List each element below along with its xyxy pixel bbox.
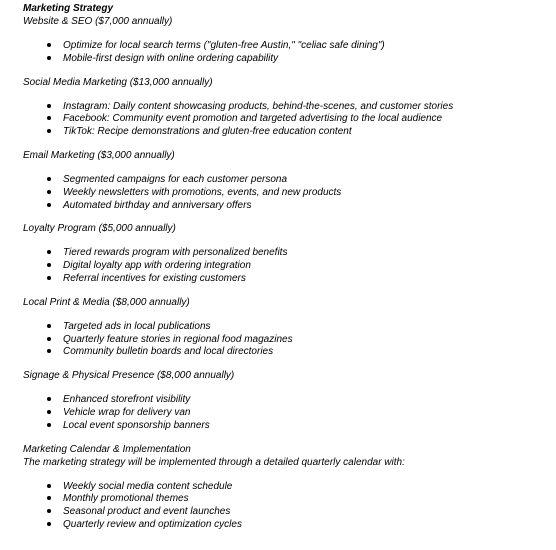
section-heading: Loyalty Program ($5,000 annually) xyxy=(23,223,176,235)
section-calendar xyxy=(23,443,556,531)
list-item xyxy=(23,39,556,52)
list-item xyxy=(23,320,556,333)
list-item-text: Vehicle wrap for delivery van xyxy=(63,406,191,418)
list-item-text: Digital loyalty app with ordering integration xyxy=(63,260,251,272)
calendar-intro: The marketing strategy will be implemented through a detailed quarterly calendar with: xyxy=(23,456,405,468)
section-signage xyxy=(23,369,556,431)
list-item xyxy=(23,393,556,406)
bullet-list xyxy=(23,480,556,531)
bullet-list xyxy=(23,173,556,211)
bullet-icon xyxy=(47,410,51,414)
list-item xyxy=(23,112,556,125)
bullet-icon xyxy=(47,509,51,513)
bullet-icon xyxy=(47,104,51,108)
bullet-list xyxy=(23,320,556,358)
list-item-text: Mobile-first design with online ordering capability xyxy=(63,52,279,64)
section-heading: Marketing Calendar & Implementation xyxy=(23,443,191,455)
list-item-text: Local event sponsorship banners xyxy=(63,419,210,431)
list-item xyxy=(23,100,556,113)
bullet-icon xyxy=(47,250,51,254)
bullet-icon xyxy=(47,129,51,133)
bullet-list xyxy=(23,100,556,138)
list-item-text: Segmented campaigns for each customer persona xyxy=(63,173,288,185)
list-item xyxy=(23,505,556,518)
list-item xyxy=(23,492,556,505)
section-heading: Local Print & Media ($8,000 annually) xyxy=(23,296,190,308)
bullet-icon xyxy=(47,324,51,328)
bullet-icon xyxy=(47,349,51,353)
bullet-icon xyxy=(47,56,51,60)
list-item-text: Referral incentives for existing customers xyxy=(63,272,246,284)
bullet-list xyxy=(23,393,556,431)
bullet-icon xyxy=(47,397,51,401)
list-item xyxy=(23,199,556,212)
section-heading: Social Media Marketing ($13,000 annually) xyxy=(23,76,213,88)
list-item-text: Facebook: Community event promotion and targeted advertising to the local audience xyxy=(63,113,443,125)
list-item xyxy=(23,246,556,259)
bullet-icon xyxy=(47,276,51,280)
bullet-icon xyxy=(47,203,51,207)
section-heading: Website & SEO ($7,000 annually) xyxy=(23,16,173,27)
section-social-media xyxy=(23,76,556,138)
list-item-text: Quarterly feature stories in regional food magazines xyxy=(63,333,293,345)
list-item xyxy=(23,406,556,419)
list-item xyxy=(23,52,556,65)
list-item xyxy=(23,480,556,493)
list-item-text: Tiered rewards program with personalized benefits xyxy=(63,247,288,259)
list-item-text: TikTok: Recipe demonstrations and gluten-free education content xyxy=(63,126,352,138)
document-title: Marketing Strategy xyxy=(23,3,114,14)
list-item-text: Weekly newsletters with promotions, events, and new products xyxy=(63,186,342,198)
list-item-text: Instagram: Daily content showcasing products, behind-the-scenes, and customer stories xyxy=(63,100,454,112)
bullet-icon xyxy=(47,190,51,194)
list-item xyxy=(23,186,556,199)
bullet-list xyxy=(23,39,556,65)
section-website-seo xyxy=(23,15,556,65)
bullet-icon xyxy=(47,522,51,526)
section-local-print-media xyxy=(23,296,556,358)
list-item-text: Targeted ads in local publications xyxy=(63,320,211,332)
bullet-icon xyxy=(47,484,51,488)
list-item xyxy=(23,173,556,186)
bullet-icon xyxy=(47,43,51,47)
list-item xyxy=(23,518,556,531)
list-item xyxy=(23,272,556,285)
section-heading: Signage & Physical Presence ($8,000 annually) xyxy=(23,370,235,382)
list-item-text: Community bulletin boards and local directories xyxy=(63,346,274,358)
section-loyalty-program xyxy=(23,222,556,284)
bullet-icon xyxy=(47,337,51,341)
section-email-marketing xyxy=(23,149,556,211)
bullet-list xyxy=(23,246,556,284)
bullet-icon xyxy=(47,177,51,181)
list-item xyxy=(23,125,556,138)
list-item-text: Automated birthday and anniversary offers xyxy=(63,199,252,211)
list-item xyxy=(23,419,556,432)
list-item xyxy=(23,345,556,358)
bullet-icon xyxy=(47,423,51,427)
list-item-text: Quarterly review and optimization cycles xyxy=(63,518,242,530)
section-heading: Email Marketing ($3,000 annually) xyxy=(23,149,175,161)
bullet-icon xyxy=(47,496,51,500)
bullet-icon xyxy=(47,263,51,267)
list-item-text: Weekly social media content schedule xyxy=(63,480,233,492)
list-item-text: Enhanced storefront visibility xyxy=(63,394,191,406)
list-item xyxy=(23,333,556,346)
list-item-text: Monthly promotional themes xyxy=(63,493,189,505)
list-item xyxy=(23,259,556,272)
bullet-icon xyxy=(47,116,51,120)
list-item-text: Optimize for local search terms ("gluten-free Austin," "celiac safe dining") xyxy=(63,40,385,51)
list-item-text: Seasonal product and event launches xyxy=(63,506,231,518)
